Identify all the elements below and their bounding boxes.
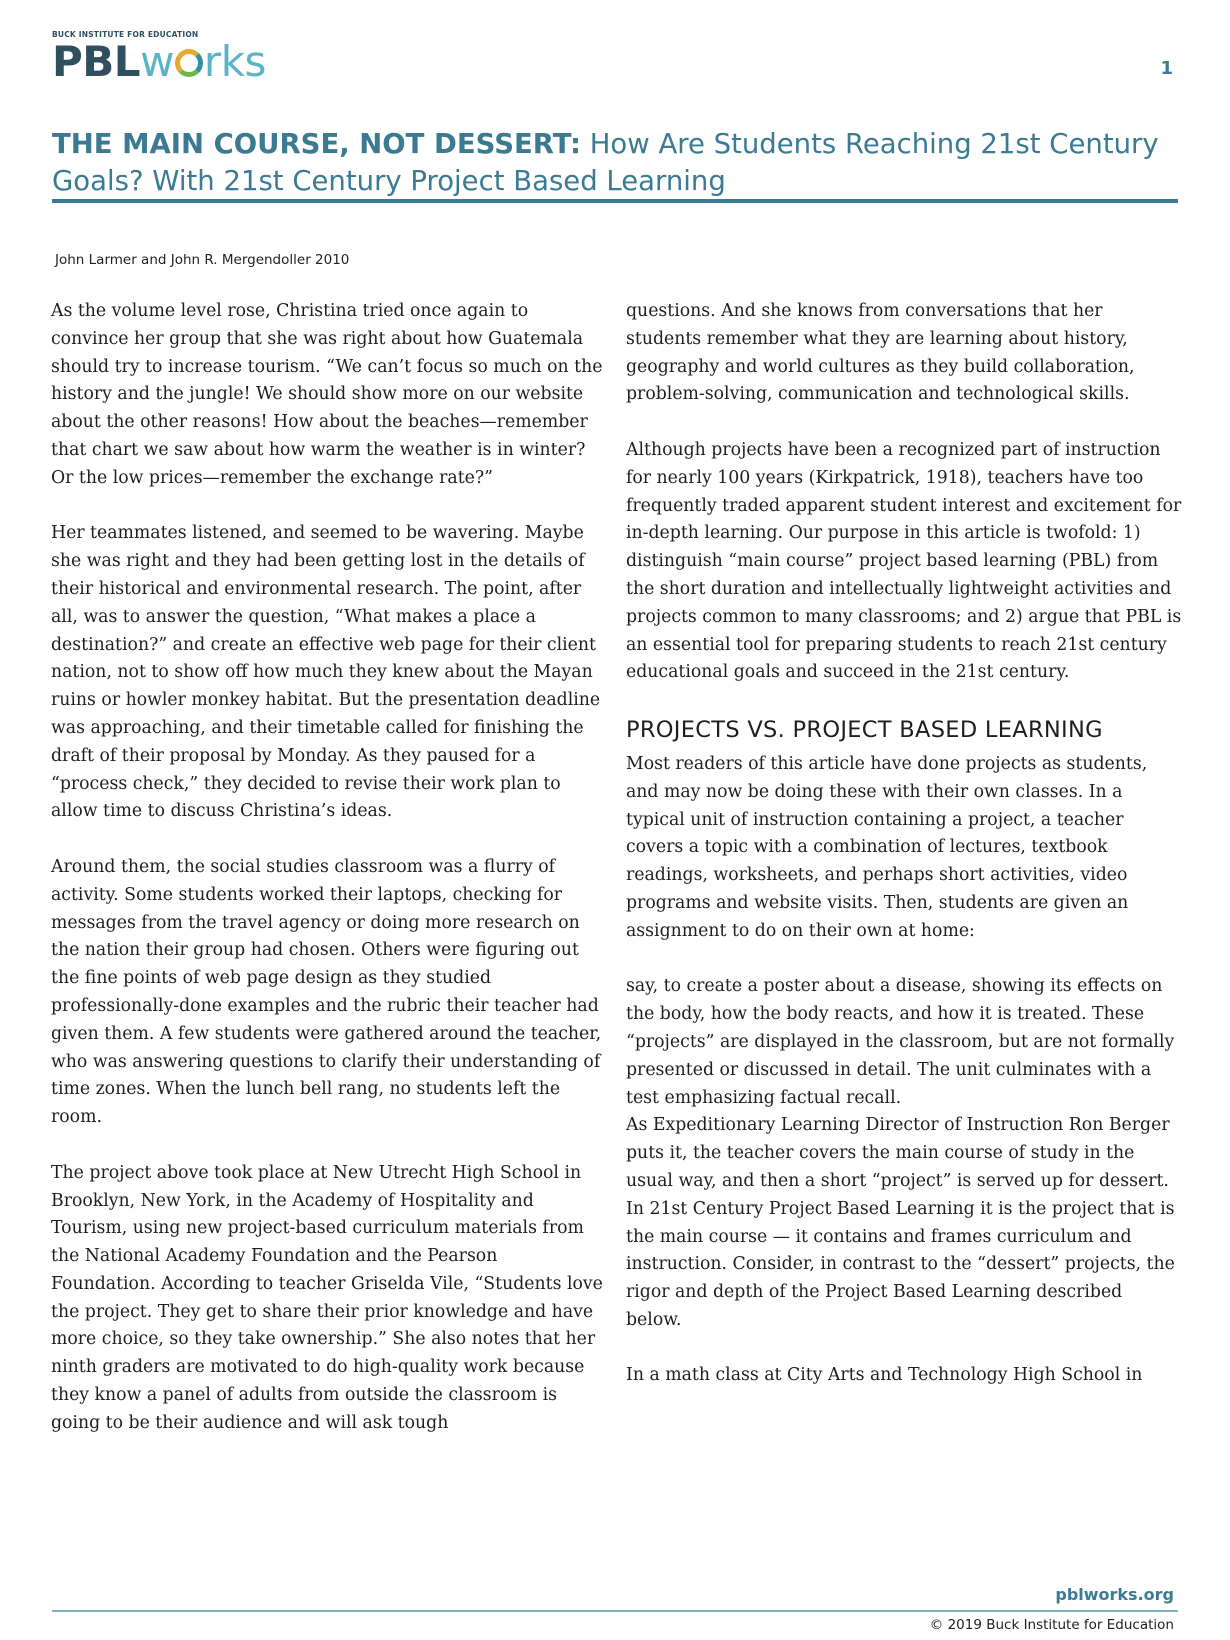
paragraph: Around them, the social studies classroom was a flurry of activity. Some students worked their laptops, checking for messages from the travel agency or doing more research on the nation their group had chosen. Others were figuring out the fine points of web page design as they studied professionally-done examples and the rubric their teacher had given them. A few students were gathered around the teacher, who was answering questions to clarify their understanding of time zones. When the lunch bell rang, no students left the room.	[51, 856, 602, 1128]
paragraph: say, to create a poster about a disease, showing its effects on the body, how the body reacts, and how it is treated. These “projects” are displayed in the classroom, but are not formally presented or discussed in detail. The unit culminates with a test emphasizing factual recall.	[626, 976, 1175, 1108]
paragraph: The project above took place at New Utrecht High School in Brooklyn, New York, in the Academy of Hospitality and Tourism, using new project-based curriculum materials from the National Academy Foundation and the Pearson Foundation. According to teacher Griselda Vile, “Students love the project. They get to share their prior knowledge and have more choice, so they take ownership.” She also notes that her ninth graders are motivated to do high-quality work because they know a panel of adults from outside the classroom is going to be their audience and will ask tough	[51, 1162, 603, 1433]
title-divider	[52, 199, 1178, 203]
paragraph: As Expeditionary Learning Director of Instruction Ron Berger puts it, the teacher covers the main course of study in the usual way, and then a short “project” is served up for dessert. In 21st Century Project Based Learning it is the project that is the main course — it contains and frames curriculum and instruction. Consider, in contrast to the “dessert” projects, the rigor and depth of the Project Based Learning described below.	[626, 1115, 1175, 1330]
title-lead: THE MAIN COURSE, NOT DESSERT:	[52, 128, 581, 160]
page-title	[52, 126, 1182, 200]
logo-pbl: PBL	[52, 37, 141, 86]
footer-divider	[52, 1610, 1178, 1612]
paragraph: Although projects have been a recognized part of instruction for nearly 100 years (Kirkpatrick, 1918), teachers have too frequently traded apparent student interest and excitement for in-depth learning. Our purpose in this article is twofold: 1) distinguish “main course” project based learning (PBL) from the short duration and intellectually lightweight activities and projects common to many classrooms; and 2) argue that PBL is an essential tool for preparing students to reach 21st century educational goals and succeed in the 21st century.	[626, 439, 1182, 683]
right-column	[626, 298, 1182, 1418]
page-number: 1	[1160, 58, 1173, 79]
copyright-notice: © 2019 Buck Institute for Education	[929, 1617, 1174, 1633]
left-column	[51, 298, 606, 1465]
logo-wordmark	[52, 37, 266, 86]
section-heading: PROJECTS VS. PROJECT BASED LEARNING	[626, 716, 1103, 743]
logo-ring-icon	[175, 49, 203, 77]
paragraph: Most readers of this article have done projects as students, and may now be doing these with their own classes. In a typical unit of instruction containing a project, a teacher covers a topic with a combination of lectures, textbook readings, worksheets, and perhaps short activities, video programs and website visits. Then, students are given an assignment to do on their own at home:	[626, 753, 1148, 941]
paragraph: Her teammates listened, and seemed to be wavering. Maybe she was right and they had been getting lost in the details of their historical and environmental research. The point, after all, was to answer the question, “What makes a place a destination?” and create an effective web page for their client nation, not to show off how much they knew about the Mayan ruins or howler monkey habitat. But the presentation deadline was approaching, and their timetable called for finishing the draft of their proposal by Monday. As they paused for a “process check,” they decided to revise their work plan to allow time to discuss Christina’s ideas.	[51, 523, 601, 822]
title-subtitle: How Are Students Reaching 21st Century Goals? With 21st Century Project Based Learning	[52, 128, 1159, 197]
paragraph: As the volume level rose, Christina tried once again to convince her group that she was right about how Guatemala should try to increase tourism. “We can’t focus so much on the history and the jungle! We should show more on our website about the other reasons! How about the beaches—remember that chart we saw about how warm the weather is in winter? Or the low prices—remember the exchange rate?”	[51, 301, 603, 488]
paragraph: In a math class at City Arts and Technology High School in	[626, 1365, 1143, 1386]
paragraph: questions. And she knows from conversations that her students remember what they are learning about history, geography and world cultures as they build collaboration, problem-solving, communication and technological skills.	[626, 301, 1135, 405]
pblworks-logo	[52, 30, 266, 86]
footer-website-link[interactable]: pblworks.org	[1055, 1585, 1174, 1604]
logo-rks: rks	[203, 37, 266, 86]
logo-w: w	[140, 37, 174, 86]
authors-line: John Larmer and John R. Mergendoller 2010	[55, 252, 350, 268]
logo-tagline: BUCK INSTITUTE FOR EDUCATION	[52, 30, 199, 39]
